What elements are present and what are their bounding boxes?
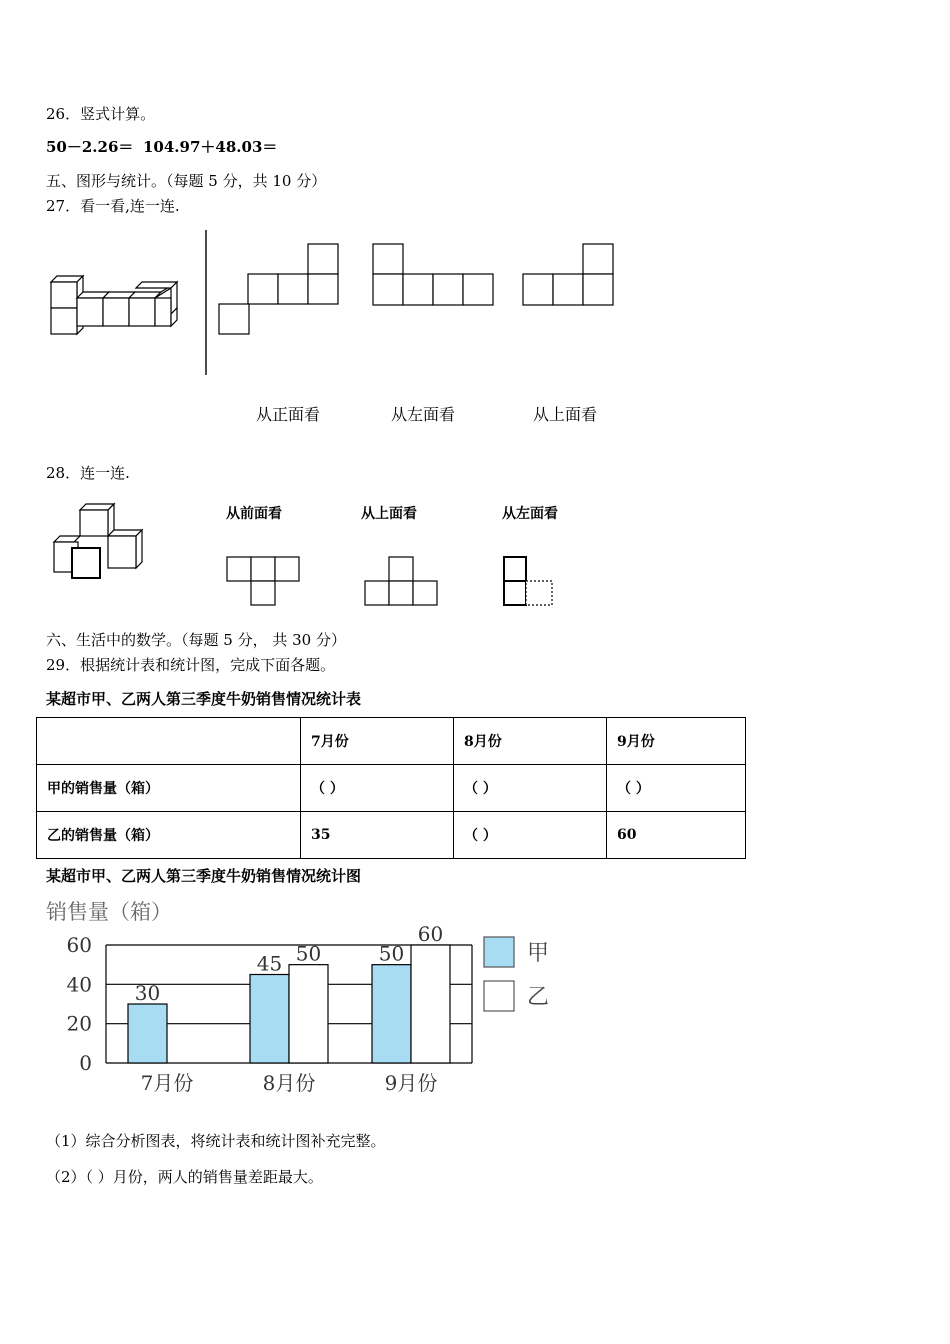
q28-title: 28．连一连.	[46, 464, 130, 482]
q29-title: 29．根据统计表和统计图，完成下面各题。	[46, 656, 336, 674]
legend-swatch	[484, 937, 514, 967]
q29-sub1: （1）综合分析图表，将统计表和统计图补充完整。	[46, 1132, 386, 1150]
table-cell: 35	[301, 812, 454, 859]
table-header-cell: 8月份	[454, 718, 607, 765]
bar-value-label: 30	[134, 981, 161, 1005]
table-header-cell	[37, 718, 301, 765]
legend-label: 乙	[527, 985, 550, 1010]
y-axis-label: 销售量（箱）	[46, 900, 172, 924]
q27-label-left: 从左面看	[391, 405, 456, 424]
q27-title: 27．看一看,连一连.	[46, 197, 180, 215]
bar-甲	[372, 965, 411, 1063]
legend-swatch	[484, 981, 514, 1011]
q27-label-front: 从正面看	[256, 405, 321, 424]
q29-sub2[interactable]: （2）（ ）月份，两人的销售量差距最大。	[46, 1168, 323, 1186]
q27-view-3	[522, 243, 616, 307]
section5-title: 五、图形与统计。（每题 5 分，共 10 分）	[46, 172, 327, 190]
q27-view-2	[372, 243, 496, 307]
bar-value-label: 60	[417, 922, 444, 946]
table-title: 某超市甲、乙两人第三季度牛奶销售情况统计表	[46, 690, 362, 708]
table-cell: 60	[607, 812, 746, 859]
bar-甲	[128, 1004, 167, 1063]
bar-甲	[250, 975, 289, 1064]
q27-divider	[205, 230, 209, 375]
section6-title: 六、生活中的数学。（每题 5 分， 共 30 分）	[46, 631, 346, 649]
x-tick-label: 9月份	[384, 1071, 438, 1095]
table-header-cell: 9月份	[607, 718, 746, 765]
q28-cube-figure	[50, 500, 150, 582]
q28-label-front: 从前面看	[226, 506, 282, 522]
table-row	[37, 812, 746, 859]
table-cell-blank[interactable]: （ ）	[454, 765, 607, 812]
table-cell-blank[interactable]: （ ）	[301, 765, 454, 812]
table-cell: 甲的销售量（箱）	[37, 765, 301, 812]
bar-chart	[40, 893, 560, 1103]
y-tick-label: 60	[66, 933, 92, 957]
q27-view-1	[218, 243, 340, 335]
bar-乙	[289, 965, 328, 1063]
bar-value-label: 45	[256, 951, 283, 976]
stat-table	[36, 717, 746, 859]
bar-value-label: 50	[378, 941, 405, 966]
q28-view-1	[226, 556, 302, 606]
bar-value-label: 50	[295, 941, 322, 966]
table-row	[37, 718, 746, 765]
q28-label-left: 从左面看	[502, 506, 558, 522]
table-cell-blank[interactable]: （ ）	[607, 765, 746, 812]
x-tick-label: 8月份	[262, 1071, 316, 1095]
table-row	[37, 765, 746, 812]
table-cell-blank[interactable]: （ ）	[454, 812, 607, 859]
table-header-cell: 7月份	[301, 718, 454, 765]
q26-expr-1: 50－2.26＝	[46, 138, 134, 156]
chart-title: 某超市甲、乙两人第三季度牛奶销售情况统计图	[46, 867, 362, 885]
q27-label-top: 从上面看	[533, 405, 598, 424]
q26-title: 26．竖式计算。	[46, 105, 156, 123]
q27-cube-figure	[46, 268, 186, 340]
y-tick-label: 0	[79, 1051, 92, 1075]
legend-label: 甲	[527, 941, 550, 966]
q28-view-3	[503, 556, 555, 608]
y-tick-label: 40	[66, 972, 92, 997]
y-tick-label: 20	[66, 1011, 92, 1036]
q28-label-top: 从上面看	[361, 506, 417, 522]
q26-expr-2: 104.97＋48.03＝	[143, 138, 278, 156]
x-tick-label: 7月份	[140, 1071, 194, 1095]
table-cell: 乙的销售量（箱）	[37, 812, 301, 859]
bar-乙	[411, 945, 450, 1063]
q28-view-2	[364, 556, 440, 606]
